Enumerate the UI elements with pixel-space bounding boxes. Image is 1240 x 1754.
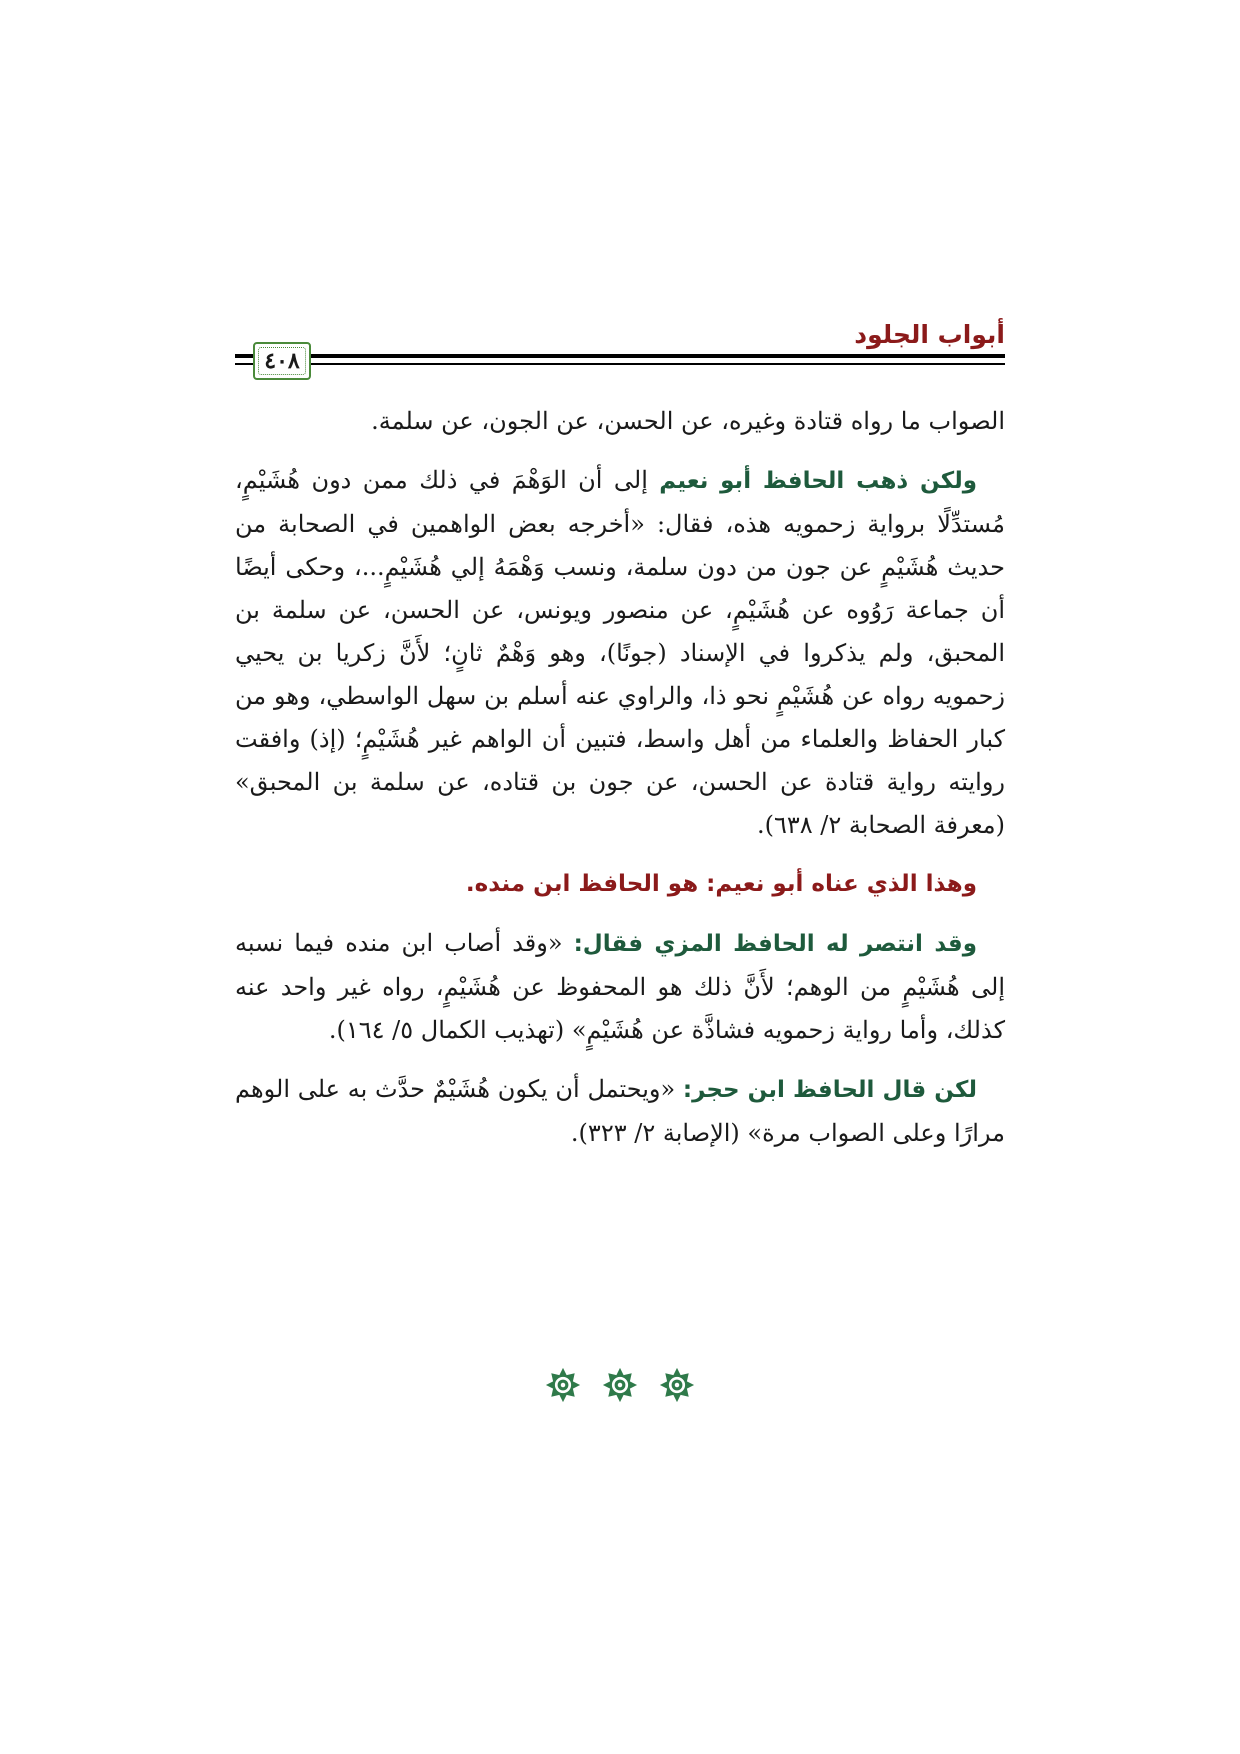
ornament-icon	[602, 1367, 638, 1403]
main-text	[235, 400, 1005, 1155]
paragraph-text: إلى أن الوَهْمَ في ذلك ممن دون هُشَيْمٍ، مُستدِّلًا برواية زحمويه هذه، فقال: «أخرجه بعض الواهمين في الصحابة من حديث هُشَيْمٍ عن جون من دون سلمة، ونسب وَهْمَهُ إلي هُشَيْمٍ...، وحكى أيضًا أن جماعة رَوُوه عن هُشَيْمٍ، عن منصور ويونس، عن الحسن، عن سلمة بن المحبق، ولم يذكروا في الإسناد (جونًا)، وهو وَهْمٌ ثانٍ؛ لأَنَّ زكريا بن يحيي زحمويه رواه عن هُشَيْمٍ نحو ذا، والراوي عنه أسلم بن سهل الواسطي، وهو من كبار الحفاظ والعلماء من أهل واسط، فتبين أن الواهم غير هُشَيْمٍ؛ (إذ) وافقت روايته رواية قتادة عن الحسن، عن جون بن قتاده، عن سلمة بن المحبق» (معرفة الصحابة ٢/ ٦٣٨).	[235, 466, 1005, 839]
page-header	[235, 320, 1005, 390]
paragraph-lead: وقد انتصر له الحافظ المزي فقال:	[573, 931, 977, 957]
paragraph-lead: لكن قال الحافظ ابن حجر:	[682, 1077, 977, 1103]
paragraph	[235, 400, 1005, 443]
ornament-icon	[659, 1367, 695, 1403]
section-heading: وهذا الذي عناه أبو نعيم: هو الحافظ ابن منده.	[465, 871, 977, 897]
page-number: ٤٠٨	[264, 348, 300, 374]
paragraph-text: «وقد أصاب ابن منده فيما نسبه إلى هُشَيْمٍ من الوهم؛ لأَنَّ ذلك هو المحفوظ عن هُشَيْمٍ، رواه غير واحد عنه كذلك، وأما رواية زحمويه فشاذَّة عن هُشَيْمٍ» (تهذيب الكمال ٥/ ١٦٤).	[235, 929, 1005, 1044]
page-number-frame	[253, 342, 311, 380]
ornament-icon	[545, 1367, 581, 1403]
paragraph-lead: ولكن ذهب الحافظ أبو نعيم	[659, 468, 978, 494]
running-title: أبواب الجلود	[854, 320, 1005, 349]
paragraph	[235, 1068, 1005, 1155]
paragraph	[235, 459, 1005, 847]
paragraph-text: «ويحتمل أن يكون هُشَيْمٌ حدَّث به على الوهم مرارًا وعلى الصواب مرة» (الإصابة ٢/ ٣٢٣).	[235, 1075, 1005, 1147]
paragraph-text: الصواب ما رواه قتادة وغيره، عن الحسن، عن الجون، عن سلمة.	[371, 407, 1005, 435]
paragraph	[235, 922, 1005, 1052]
section-end-ornaments	[0, 1367, 1240, 1403]
header-rule-thin	[235, 363, 1005, 365]
header-rule-thick	[235, 354, 1005, 358]
